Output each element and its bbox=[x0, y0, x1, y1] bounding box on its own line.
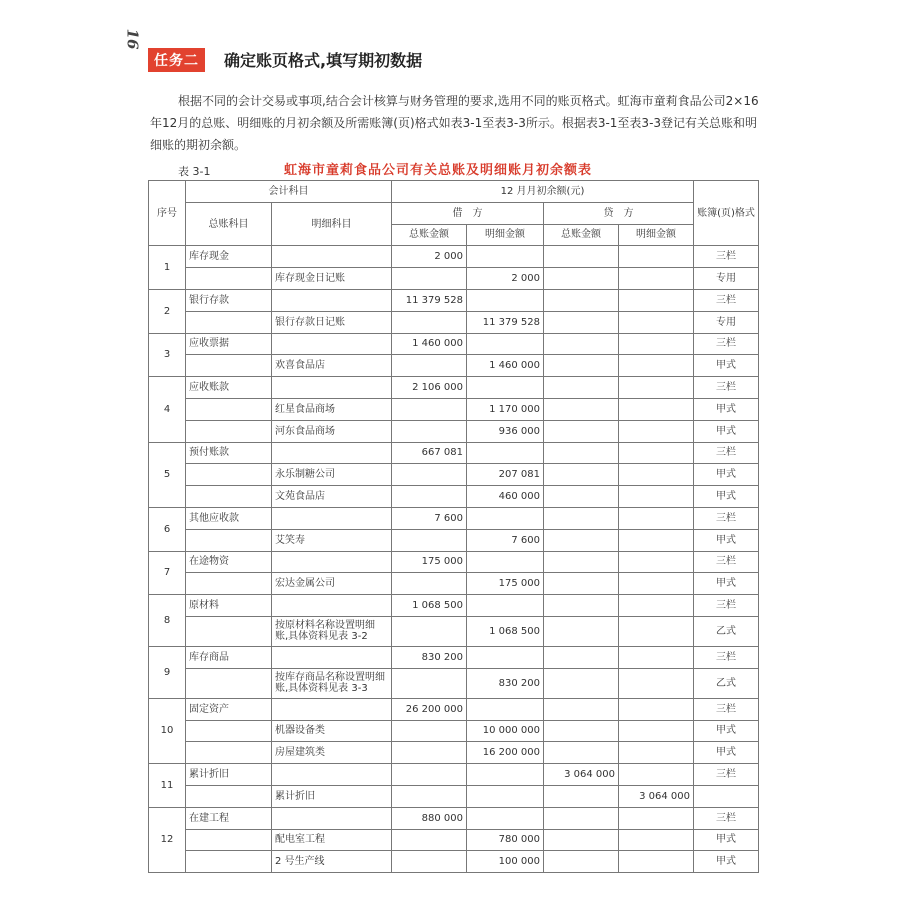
header-debit-general: 总账金额 bbox=[392, 224, 467, 246]
debit-detail-amount bbox=[467, 785, 544, 807]
ledger-format: 甲式 bbox=[694, 355, 759, 377]
table-row bbox=[149, 333, 759, 355]
credit-detail-amount bbox=[619, 268, 694, 290]
debit-general-amount: 880 000 bbox=[392, 807, 467, 829]
debit-detail-amount bbox=[467, 646, 544, 668]
debit-general-amount bbox=[392, 720, 467, 742]
table-row bbox=[149, 289, 759, 311]
credit-general-amount bbox=[544, 785, 619, 807]
credit-general-amount: 3 064 000 bbox=[544, 764, 619, 786]
debit-general-amount bbox=[392, 616, 467, 646]
table-row bbox=[149, 573, 759, 595]
general-account-cell: 累计折旧 bbox=[186, 764, 272, 786]
header-account: 会计科目 bbox=[186, 181, 392, 203]
header-seq: 序号 bbox=[149, 181, 186, 246]
general-account-cell bbox=[186, 785, 272, 807]
table-row bbox=[149, 377, 759, 399]
task-tag: 任务二 bbox=[148, 48, 205, 72]
detail-account-cell: 配电室工程 bbox=[272, 829, 392, 851]
credit-detail-amount bbox=[619, 573, 694, 595]
row-seq: 3 bbox=[149, 333, 186, 377]
debit-general-amount bbox=[392, 668, 467, 698]
ledger-format: 专用 bbox=[694, 311, 759, 333]
credit-general-amount bbox=[544, 246, 619, 268]
general-account-cell bbox=[186, 311, 272, 333]
debit-detail-amount bbox=[467, 442, 544, 464]
credit-detail-amount bbox=[619, 246, 694, 268]
table-row bbox=[149, 829, 759, 851]
debit-general-amount bbox=[392, 742, 467, 764]
general-account-cell bbox=[186, 668, 272, 698]
debit-general-amount bbox=[392, 764, 467, 786]
table-row bbox=[149, 646, 759, 668]
header-credit-general: 总账金额 bbox=[544, 224, 619, 246]
detail-account-cell: 欢喜食品店 bbox=[272, 355, 392, 377]
ledger-format: 三栏 bbox=[694, 698, 759, 720]
ledger-format: 三栏 bbox=[694, 807, 759, 829]
table-row bbox=[149, 311, 759, 333]
row-seq: 8 bbox=[149, 595, 186, 647]
debit-general-amount bbox=[392, 573, 467, 595]
credit-general-amount bbox=[544, 507, 619, 529]
credit-detail-amount bbox=[619, 289, 694, 311]
ledger-format: 乙式 bbox=[694, 616, 759, 646]
credit-detail-amount bbox=[619, 742, 694, 764]
debit-detail-amount: 1 068 500 bbox=[467, 616, 544, 646]
debit-detail-amount: 830 200 bbox=[467, 668, 544, 698]
credit-general-amount bbox=[544, 289, 619, 311]
general-account-cell bbox=[186, 573, 272, 595]
credit-general-amount bbox=[544, 311, 619, 333]
credit-detail-amount bbox=[619, 551, 694, 573]
ledger-format: 甲式 bbox=[694, 829, 759, 851]
header-format: 账簿(页)格式 bbox=[694, 181, 759, 246]
credit-general-amount bbox=[544, 442, 619, 464]
detail-account-cell: 河东食品商场 bbox=[272, 420, 392, 442]
ledger-format: 三栏 bbox=[694, 333, 759, 355]
credit-detail-amount bbox=[619, 698, 694, 720]
credit-detail-amount bbox=[619, 398, 694, 420]
detail-account-cell bbox=[272, 507, 392, 529]
general-account-cell bbox=[186, 829, 272, 851]
row-seq: 12 bbox=[149, 807, 186, 872]
debit-detail-amount bbox=[467, 333, 544, 355]
general-account-cell bbox=[186, 851, 272, 873]
table-row bbox=[149, 268, 759, 290]
detail-account-cell bbox=[272, 646, 392, 668]
credit-detail-amount bbox=[619, 807, 694, 829]
debit-general-amount: 2 106 000 bbox=[392, 377, 467, 399]
general-account-cell: 固定资产 bbox=[186, 698, 272, 720]
detail-account-cell bbox=[272, 764, 392, 786]
table-row bbox=[149, 851, 759, 873]
intro-paragraph: 根据不同的会计交易或事项,结合会计核算与财务管理的要求,选用不同的账页格式。虹海市童莉食品公司2×16年12月的总账、明细账的月初余额及所需账簿(页)格式如表3-1至表3-3所示。根据表3-1至表3-3登记有关总账和明细账的期初余额。 bbox=[150, 94, 759, 152]
ledger-format: 甲式 bbox=[694, 398, 759, 420]
debit-detail-amount: 936 000 bbox=[467, 420, 544, 442]
header-debit: 借 方 bbox=[392, 202, 544, 224]
table-row bbox=[149, 698, 759, 720]
credit-general-amount bbox=[544, 268, 619, 290]
table-row bbox=[149, 668, 759, 698]
credit-detail-amount bbox=[619, 529, 694, 551]
detail-account-cell: 艾笑寿 bbox=[272, 529, 392, 551]
detail-account-cell: 按库存商品名称设置明细账,具体资料见表 3-3 bbox=[272, 668, 392, 698]
general-account-cell bbox=[186, 616, 272, 646]
credit-detail-amount bbox=[619, 646, 694, 668]
table-row bbox=[149, 486, 759, 508]
ledger-format: 专用 bbox=[694, 268, 759, 290]
table-row bbox=[149, 785, 759, 807]
table-row bbox=[149, 464, 759, 486]
header-debit-detail: 明细金额 bbox=[467, 224, 544, 246]
debit-general-amount bbox=[392, 529, 467, 551]
detail-account-cell bbox=[272, 595, 392, 617]
ledger-format: 三栏 bbox=[694, 442, 759, 464]
debit-general-amount bbox=[392, 851, 467, 873]
detail-account-cell: 银行存款日记账 bbox=[272, 311, 392, 333]
credit-general-amount bbox=[544, 398, 619, 420]
debit-general-amount: 26 200 000 bbox=[392, 698, 467, 720]
debit-general-amount: 7 600 bbox=[392, 507, 467, 529]
credit-general-amount bbox=[544, 464, 619, 486]
debit-general-amount bbox=[392, 355, 467, 377]
credit-general-amount bbox=[544, 420, 619, 442]
general-account-cell: 在途物资 bbox=[186, 551, 272, 573]
credit-general-amount bbox=[544, 668, 619, 698]
detail-account-cell bbox=[272, 698, 392, 720]
row-seq: 9 bbox=[149, 646, 186, 698]
credit-general-amount bbox=[544, 807, 619, 829]
credit-detail-amount bbox=[619, 668, 694, 698]
debit-general-amount bbox=[392, 398, 467, 420]
detail-account-cell: 房屋建筑类 bbox=[272, 742, 392, 764]
general-account-cell: 原材料 bbox=[186, 595, 272, 617]
debit-general-amount: 1 068 500 bbox=[392, 595, 467, 617]
credit-general-amount bbox=[544, 829, 619, 851]
ledger-format: 甲式 bbox=[694, 486, 759, 508]
detail-account-cell bbox=[272, 289, 392, 311]
row-seq: 10 bbox=[149, 698, 186, 763]
detail-account-cell bbox=[272, 442, 392, 464]
ledger-format: 甲式 bbox=[694, 851, 759, 873]
debit-detail-amount: 460 000 bbox=[467, 486, 544, 508]
general-account-cell: 在建工程 bbox=[186, 807, 272, 829]
debit-general-amount bbox=[392, 829, 467, 851]
detail-account-cell bbox=[272, 551, 392, 573]
table-row bbox=[149, 764, 759, 786]
credit-detail-amount bbox=[619, 311, 694, 333]
credit-general-amount bbox=[544, 851, 619, 873]
task-title: 确定账页格式,填写期初数据 bbox=[224, 51, 423, 70]
ledger-format: 甲式 bbox=[694, 420, 759, 442]
ledger-format: 三栏 bbox=[694, 507, 759, 529]
debit-detail-amount: 1 170 000 bbox=[467, 398, 544, 420]
table-row bbox=[149, 529, 759, 551]
debit-detail-amount bbox=[467, 246, 544, 268]
debit-detail-amount: 11 379 528 bbox=[467, 311, 544, 333]
credit-general-amount bbox=[544, 616, 619, 646]
detail-account-cell: 宏达金属公司 bbox=[272, 573, 392, 595]
credit-detail-amount bbox=[619, 442, 694, 464]
row-seq: 7 bbox=[149, 551, 186, 595]
table-row bbox=[149, 551, 759, 573]
detail-account-cell bbox=[272, 246, 392, 268]
debit-detail-amount bbox=[467, 595, 544, 617]
ledger-format: 三栏 bbox=[694, 377, 759, 399]
general-account-cell bbox=[186, 529, 272, 551]
header-detail-account: 明细科目 bbox=[272, 202, 392, 246]
credit-general-amount bbox=[544, 742, 619, 764]
table-row bbox=[149, 355, 759, 377]
credit-detail-amount: 3 064 000 bbox=[619, 785, 694, 807]
table-row bbox=[149, 420, 759, 442]
debit-detail-amount bbox=[467, 289, 544, 311]
row-seq: 2 bbox=[149, 289, 186, 333]
debit-detail-amount: 16 200 000 bbox=[467, 742, 544, 764]
ledger-format bbox=[694, 785, 759, 807]
detail-account-cell: 按原材料名称设置明细账,具体资料见表 3-2 bbox=[272, 616, 392, 646]
detail-account-cell bbox=[272, 377, 392, 399]
credit-general-amount bbox=[544, 486, 619, 508]
credit-general-amount bbox=[544, 355, 619, 377]
debit-detail-amount: 207 081 bbox=[467, 464, 544, 486]
header-general-account: 总账科目 bbox=[186, 202, 272, 246]
debit-detail-amount bbox=[467, 551, 544, 573]
debit-general-amount: 830 200 bbox=[392, 646, 467, 668]
page-number: 16 bbox=[123, 28, 142, 50]
credit-general-amount bbox=[544, 595, 619, 617]
credit-detail-amount bbox=[619, 420, 694, 442]
detail-account-cell: 永乐制糖公司 bbox=[272, 464, 392, 486]
detail-account-cell: 2 号生产线 bbox=[272, 851, 392, 873]
table-row bbox=[149, 442, 759, 464]
debit-general-amount bbox=[392, 311, 467, 333]
general-account-cell bbox=[186, 464, 272, 486]
detail-account-cell: 红星食品商场 bbox=[272, 398, 392, 420]
debit-detail-amount: 100 000 bbox=[467, 851, 544, 873]
table-row bbox=[149, 595, 759, 617]
ledger-format: 甲式 bbox=[694, 529, 759, 551]
table-row bbox=[149, 398, 759, 420]
credit-detail-amount bbox=[619, 851, 694, 873]
credit-detail-amount bbox=[619, 333, 694, 355]
row-seq: 4 bbox=[149, 377, 186, 442]
table-row bbox=[149, 720, 759, 742]
credit-general-amount bbox=[544, 333, 619, 355]
table-row bbox=[149, 616, 759, 646]
detail-account-cell bbox=[272, 333, 392, 355]
detail-account-cell bbox=[272, 807, 392, 829]
general-account-cell: 应收账款 bbox=[186, 377, 272, 399]
general-account-cell: 其他应收款 bbox=[186, 507, 272, 529]
credit-general-amount bbox=[544, 377, 619, 399]
general-account-cell: 预付账款 bbox=[186, 442, 272, 464]
debit-detail-amount: 7 600 bbox=[467, 529, 544, 551]
credit-detail-amount bbox=[619, 355, 694, 377]
row-seq: 6 bbox=[149, 507, 186, 551]
ledger-format: 三栏 bbox=[694, 764, 759, 786]
debit-general-amount bbox=[392, 420, 467, 442]
debit-general-amount: 1 460 000 bbox=[392, 333, 467, 355]
debit-detail-amount bbox=[467, 507, 544, 529]
general-account-cell bbox=[186, 420, 272, 442]
credit-detail-amount bbox=[619, 464, 694, 486]
debit-detail-amount: 2 000 bbox=[467, 268, 544, 290]
table-title: 虹海市童莉食品公司有关总账及明细账月初余额表 bbox=[284, 163, 593, 178]
general-account-cell bbox=[186, 268, 272, 290]
header-credit: 贷 方 bbox=[544, 202, 694, 224]
general-account-cell: 应收票据 bbox=[186, 333, 272, 355]
debit-detail-amount bbox=[467, 807, 544, 829]
table-row bbox=[149, 507, 759, 529]
debit-general-amount: 2 000 bbox=[392, 246, 467, 268]
ledger-format: 乙式 bbox=[694, 668, 759, 698]
balance-table bbox=[148, 180, 759, 873]
credit-detail-amount bbox=[619, 720, 694, 742]
credit-general-amount bbox=[544, 646, 619, 668]
table-row bbox=[149, 246, 759, 268]
credit-general-amount bbox=[544, 698, 619, 720]
debit-detail-amount bbox=[467, 698, 544, 720]
detail-account-cell: 库存现金日记账 bbox=[272, 268, 392, 290]
credit-general-amount bbox=[544, 720, 619, 742]
debit-detail-amount: 780 000 bbox=[467, 829, 544, 851]
credit-general-amount bbox=[544, 551, 619, 573]
detail-account-cell: 机器设备类 bbox=[272, 720, 392, 742]
table-number: 表 3-1 bbox=[178, 165, 211, 178]
table-row bbox=[149, 807, 759, 829]
debit-detail-amount bbox=[467, 377, 544, 399]
general-account-cell bbox=[186, 355, 272, 377]
general-account-cell bbox=[186, 398, 272, 420]
ledger-format: 三栏 bbox=[694, 551, 759, 573]
debit-detail-amount bbox=[467, 764, 544, 786]
general-account-cell: 库存现金 bbox=[186, 246, 272, 268]
ledger-format: 甲式 bbox=[694, 464, 759, 486]
debit-general-amount bbox=[392, 785, 467, 807]
detail-account-cell: 累计折旧 bbox=[272, 785, 392, 807]
detail-account-cell: 文苑食品店 bbox=[272, 486, 392, 508]
credit-detail-amount bbox=[619, 377, 694, 399]
general-account-cell bbox=[186, 742, 272, 764]
credit-detail-amount bbox=[619, 764, 694, 786]
table-body bbox=[149, 246, 759, 873]
credit-detail-amount bbox=[619, 486, 694, 508]
debit-detail-amount: 175 000 bbox=[467, 573, 544, 595]
row-seq: 5 bbox=[149, 442, 186, 507]
general-account-cell: 银行存款 bbox=[186, 289, 272, 311]
row-seq: 1 bbox=[149, 246, 186, 290]
credit-general-amount bbox=[544, 573, 619, 595]
debit-detail-amount: 1 460 000 bbox=[467, 355, 544, 377]
ledger-format: 三栏 bbox=[694, 246, 759, 268]
credit-detail-amount bbox=[619, 829, 694, 851]
header-balance: 12 月月初余额(元) bbox=[392, 181, 694, 203]
general-account-cell bbox=[186, 486, 272, 508]
debit-detail-amount: 10 000 000 bbox=[467, 720, 544, 742]
ledger-format: 甲式 bbox=[694, 742, 759, 764]
table-row bbox=[149, 742, 759, 764]
general-account-cell: 库存商品 bbox=[186, 646, 272, 668]
credit-detail-amount bbox=[619, 507, 694, 529]
header-credit-detail: 明细金额 bbox=[619, 224, 694, 246]
credit-detail-amount bbox=[619, 616, 694, 646]
ledger-format: 三栏 bbox=[694, 595, 759, 617]
debit-general-amount bbox=[392, 464, 467, 486]
ledger-format: 甲式 bbox=[694, 720, 759, 742]
credit-detail-amount bbox=[619, 595, 694, 617]
ledger-format: 甲式 bbox=[694, 573, 759, 595]
debit-general-amount: 175 000 bbox=[392, 551, 467, 573]
debit-general-amount: 11 379 528 bbox=[392, 289, 467, 311]
ledger-format: 三栏 bbox=[694, 289, 759, 311]
row-seq: 11 bbox=[149, 764, 186, 808]
debit-general-amount: 667 081 bbox=[392, 442, 467, 464]
credit-general-amount bbox=[544, 529, 619, 551]
debit-general-amount bbox=[392, 268, 467, 290]
general-account-cell bbox=[186, 720, 272, 742]
ledger-format: 三栏 bbox=[694, 646, 759, 668]
debit-general-amount bbox=[392, 486, 467, 508]
